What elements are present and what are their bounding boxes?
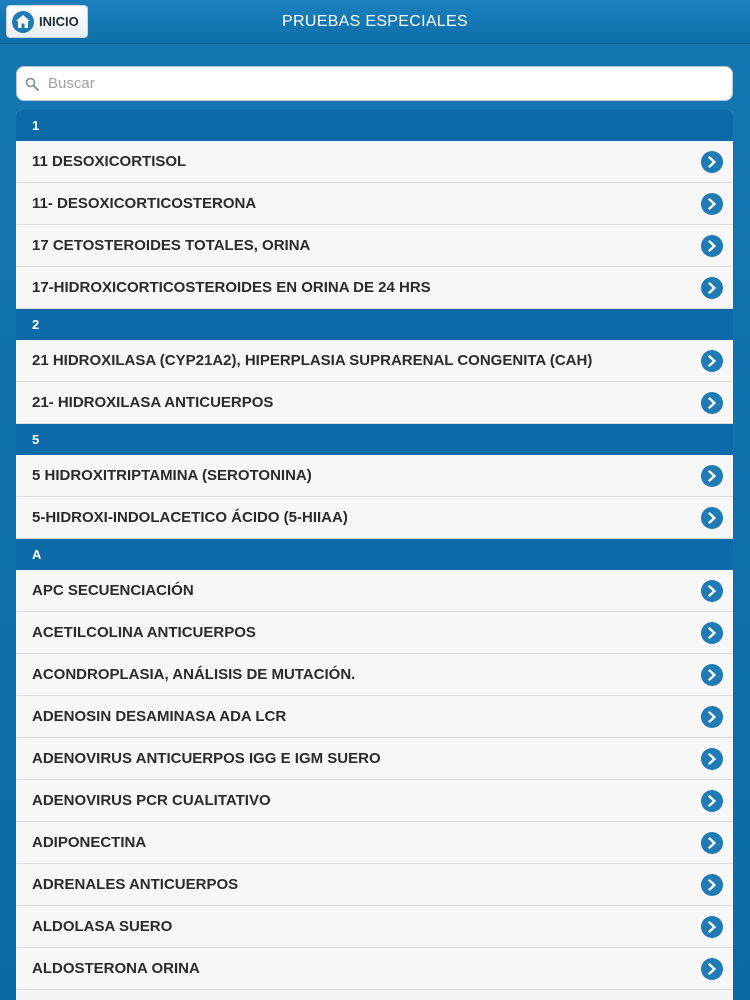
list-item[interactable] <box>16 906 733 948</box>
list-item-label: ADENOVIRUS PCR CUALITATIVO <box>32 792 271 809</box>
chevron-right-icon[interactable] <box>701 580 723 602</box>
search-bar[interactable] <box>16 66 733 101</box>
list-item-label: ACONDROPLASIA, ANÁLISIS DE MUTACIÓN. <box>32 666 356 683</box>
list-item[interactable] <box>16 948 733 990</box>
chevron-right-icon[interactable] <box>701 832 723 854</box>
list-item[interactable] <box>16 340 733 382</box>
list-item[interactable] <box>16 225 733 267</box>
search-input[interactable] <box>46 74 710 93</box>
list-item-label: 11- DESOXICORTICOSTERONA <box>32 195 257 212</box>
list-item[interactable] <box>16 696 733 738</box>
list-item-label: 5 HIDROXITRIPTAMINA (SEROTONINA) <box>32 467 312 484</box>
list-item[interactable] <box>16 822 733 864</box>
chevron-right-icon[interactable] <box>701 706 723 728</box>
chevron-right-icon[interactable] <box>701 874 723 896</box>
list-item-label: 17 CETOSTEROIDES TOTALES, ORINA <box>32 237 311 254</box>
chevron-right-icon[interactable] <box>701 392 723 414</box>
chevron-right-icon[interactable] <box>701 507 723 529</box>
list-item-label: 17-HIDROXICORTICOSTEROIDES EN ORINA DE 24 HRS <box>32 279 431 296</box>
page-title: PRUEBAS ESPECIALES <box>282 13 468 30</box>
chevron-right-icon[interactable] <box>701 958 723 980</box>
list-item-label: 5-HIDROXI-INDOLACETICO ÁCIDO (5-HIIAA) <box>32 509 348 526</box>
chevron-right-icon[interactable] <box>701 916 723 938</box>
list-item-label: 21- HIDROXILASA ANTICUERPOS <box>32 394 274 411</box>
list-item-label: ALDOSTERONA ORINA <box>32 960 200 977</box>
list-item-label: ACETILCOLINA ANTICUERPOS <box>32 624 256 641</box>
test-list <box>16 110 733 1000</box>
chevron-right-icon[interactable] <box>701 151 723 173</box>
list-item-label: 21 HIDROXILASA (CYP21A2), HIPERPLASIA SUPRARENAL CONGENITA (CAH) <box>32 352 593 369</box>
list-item-label: ADENOVIRUS ANTICUERPOS IGG E IGM SUERO <box>32 750 381 767</box>
list-item-label: APC SECUENCIACIÓN <box>32 582 194 599</box>
list-item-label: ADIPONECTINA <box>32 834 147 851</box>
list-item[interactable] <box>16 570 733 612</box>
list-item[interactable] <box>16 780 733 822</box>
chevron-right-icon[interactable] <box>701 277 723 299</box>
list-item-label: ALDOLASA SUERO <box>32 918 173 935</box>
section-header: 2 <box>16 309 733 340</box>
list-item-label: 11 DESOXICORTISOL <box>32 153 187 170</box>
list-item-label: ADENOSIN DESAMINASA ADA LCR <box>32 708 287 725</box>
navigation-bar <box>0 0 750 44</box>
chevron-right-icon[interactable] <box>701 350 723 372</box>
chevron-right-icon[interactable] <box>701 790 723 812</box>
section-header: 5 <box>16 424 733 455</box>
list-item[interactable] <box>16 612 733 654</box>
chevron-right-icon[interactable] <box>701 193 723 215</box>
section-header: A <box>16 539 733 570</box>
list-item[interactable] <box>16 654 733 696</box>
chevron-right-icon[interactable] <box>701 235 723 257</box>
chevron-right-icon[interactable] <box>701 622 723 644</box>
chevron-right-icon[interactable] <box>701 664 723 686</box>
list-item[interactable] <box>16 141 733 183</box>
list-item[interactable] <box>16 497 733 539</box>
section-header: 1 <box>16 110 733 141</box>
chevron-right-icon[interactable] <box>701 748 723 770</box>
chevron-right-icon[interactable] <box>701 465 723 487</box>
list-item[interactable] <box>16 183 733 225</box>
list-item[interactable] <box>16 267 733 309</box>
home-button[interactable] <box>6 5 88 38</box>
list-item[interactable] <box>16 738 733 780</box>
home-button-label: INICIO <box>39 14 79 29</box>
home-icon <box>12 11 34 33</box>
list-item[interactable] <box>16 864 733 906</box>
list-item-label: ADRENALES ANTICUERPOS <box>32 876 239 893</box>
search-icon <box>25 77 39 91</box>
list-item[interactable] <box>16 455 733 497</box>
list-item[interactable] <box>16 382 733 424</box>
